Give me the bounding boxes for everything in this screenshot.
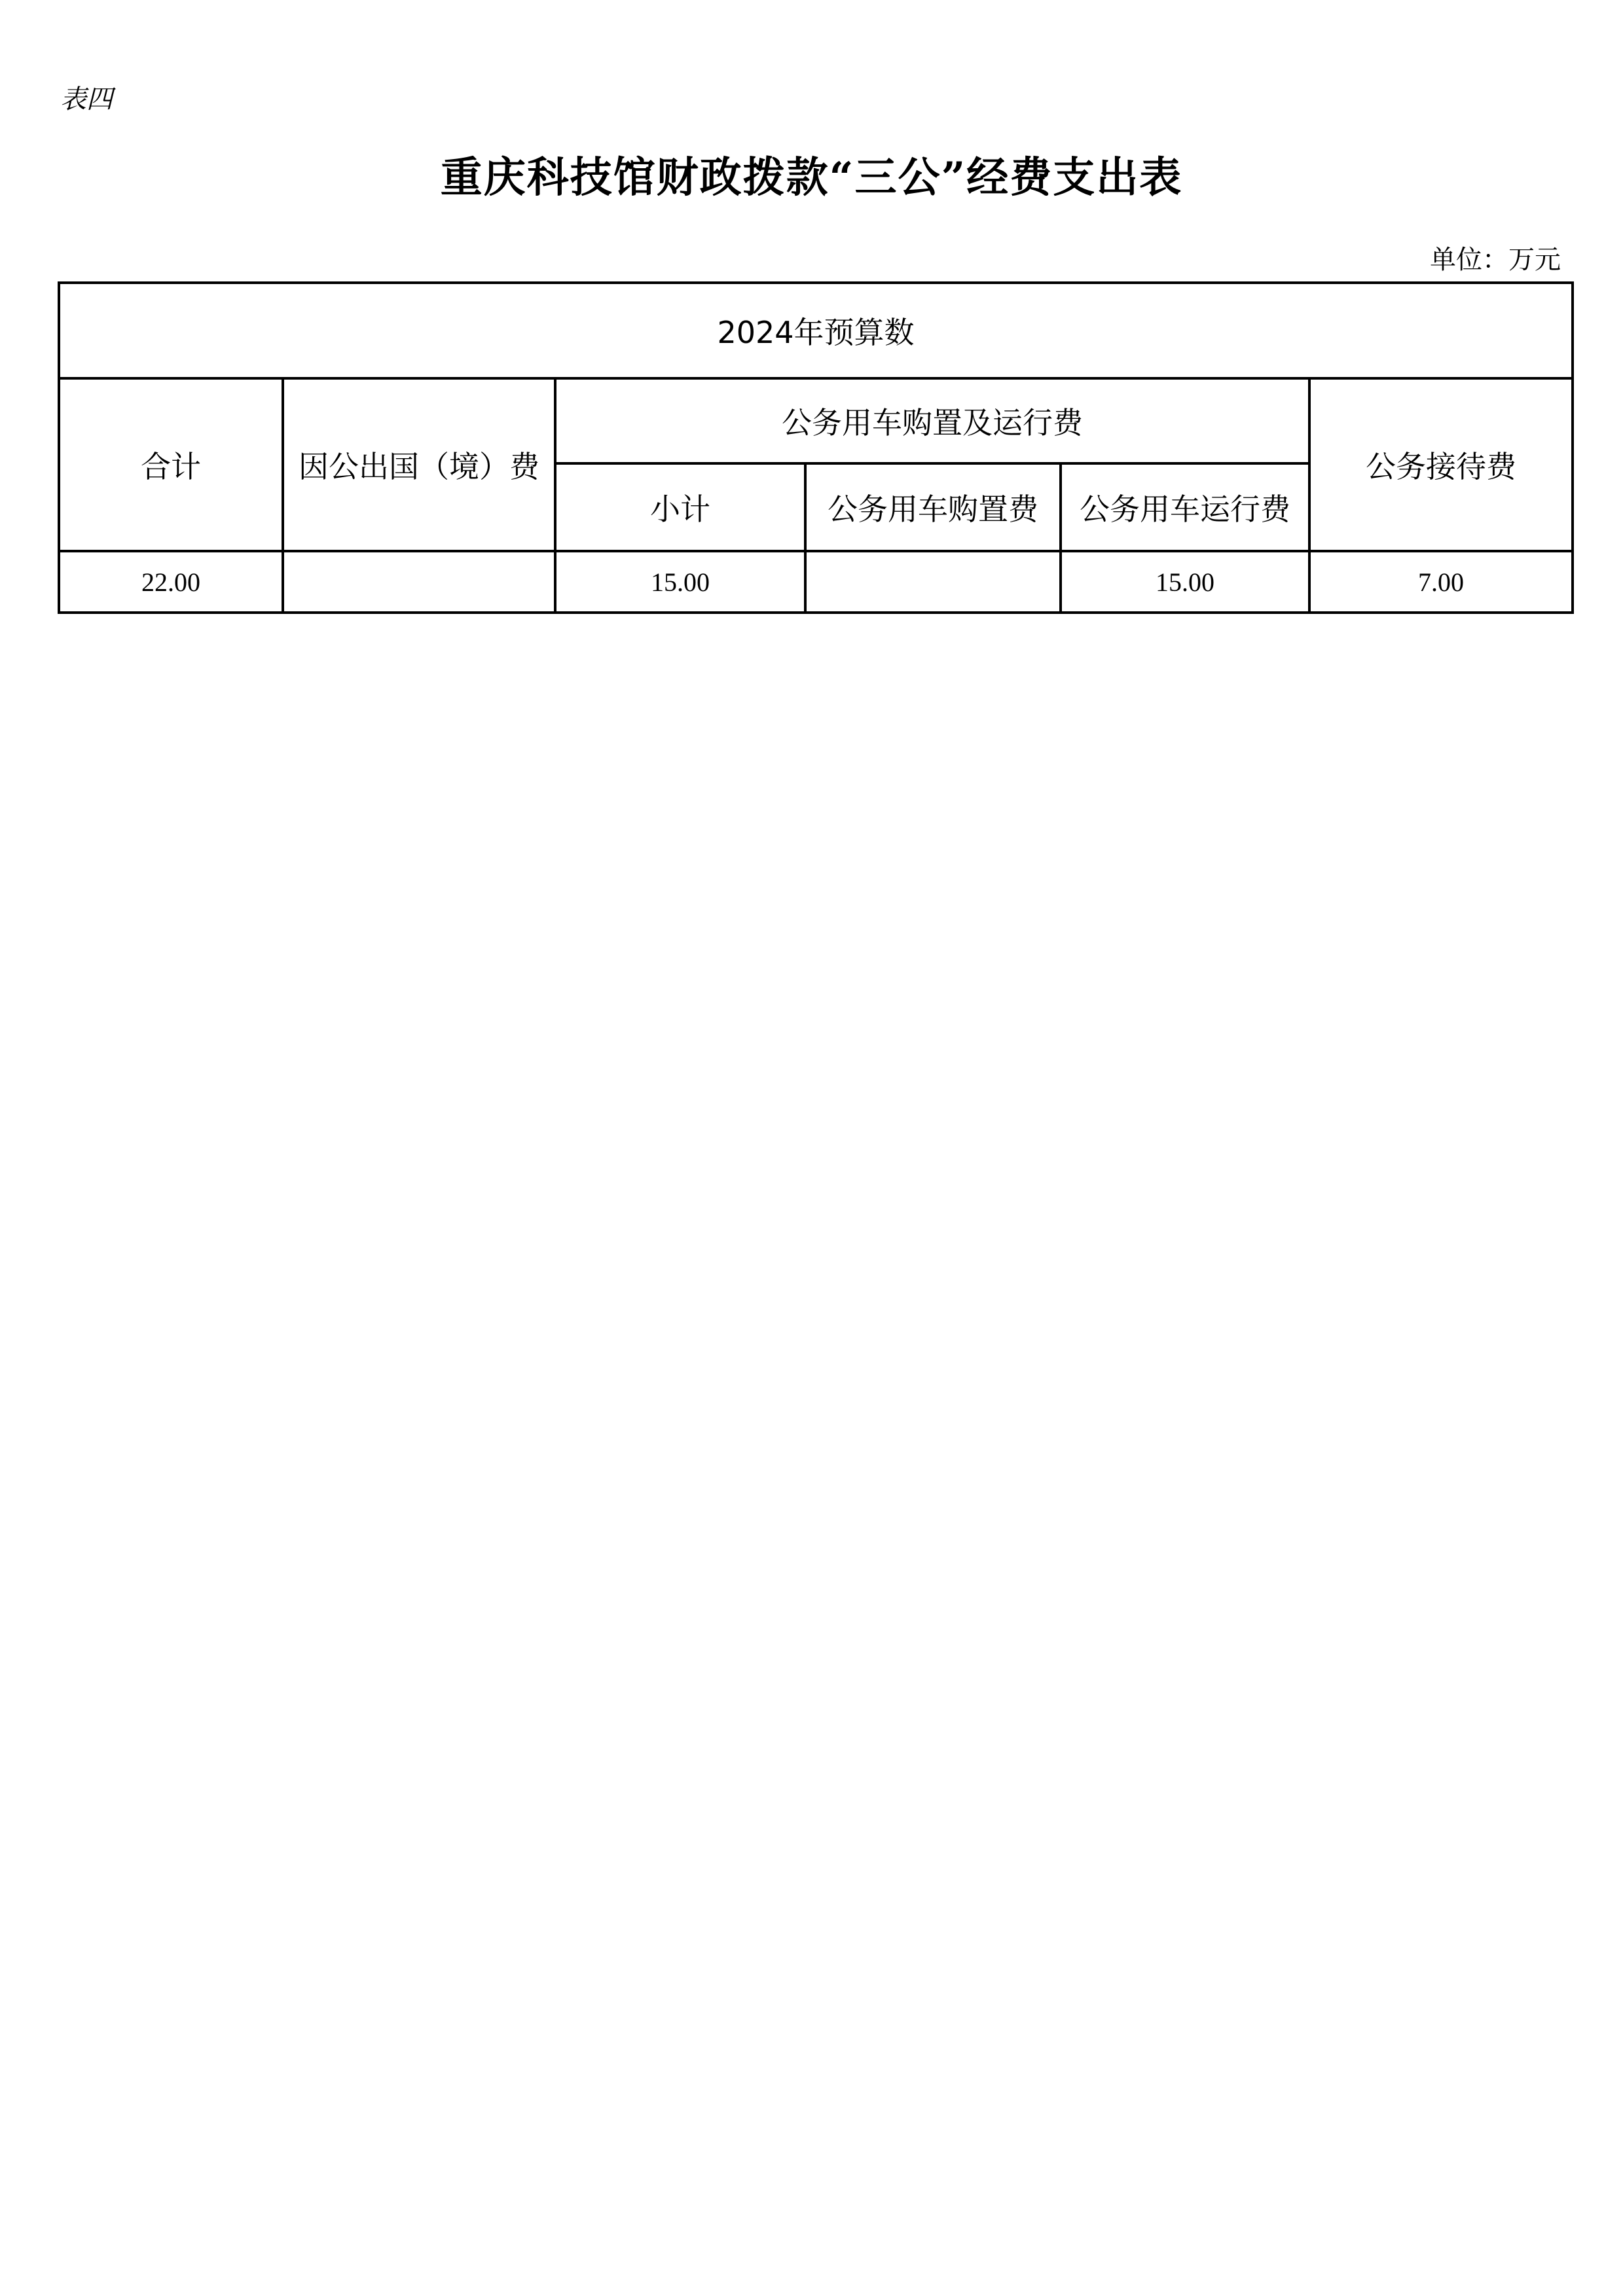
value-reception: 7.00 bbox=[1309, 551, 1573, 613]
table-number: 表四 bbox=[60, 84, 113, 115]
year-header-row bbox=[59, 283, 1573, 378]
table-row bbox=[59, 551, 1573, 613]
value-vehicle-purchase bbox=[805, 551, 1061, 613]
page-title: 重庆科技馆财政拨款“三公”经费支出表 bbox=[440, 153, 1183, 202]
header-vehicle-group: 公务用车购置及运行费 bbox=[555, 378, 1309, 463]
header-total: 合计 bbox=[59, 378, 283, 551]
value-abroad bbox=[283, 551, 555, 613]
header-reception: 公务接待费 bbox=[1309, 378, 1573, 551]
value-total: 22.00 bbox=[59, 551, 283, 613]
budget-table bbox=[58, 281, 1574, 614]
column-header-row bbox=[59, 378, 1573, 463]
header-subtotal: 小计 bbox=[555, 463, 805, 551]
header-vehicle-operation: 公务用车运行费 bbox=[1061, 463, 1309, 551]
header-vehicle-purchase: 公务用车购置费 bbox=[805, 463, 1061, 551]
value-vehicle-operation: 15.00 bbox=[1061, 551, 1309, 613]
header-abroad: 因公出国（境）费 bbox=[283, 378, 555, 551]
value-subtotal: 15.00 bbox=[555, 551, 805, 613]
unit-label: 单位：万元 bbox=[1430, 245, 1561, 275]
year-header-cell: 2024年预算数 bbox=[59, 283, 1573, 378]
